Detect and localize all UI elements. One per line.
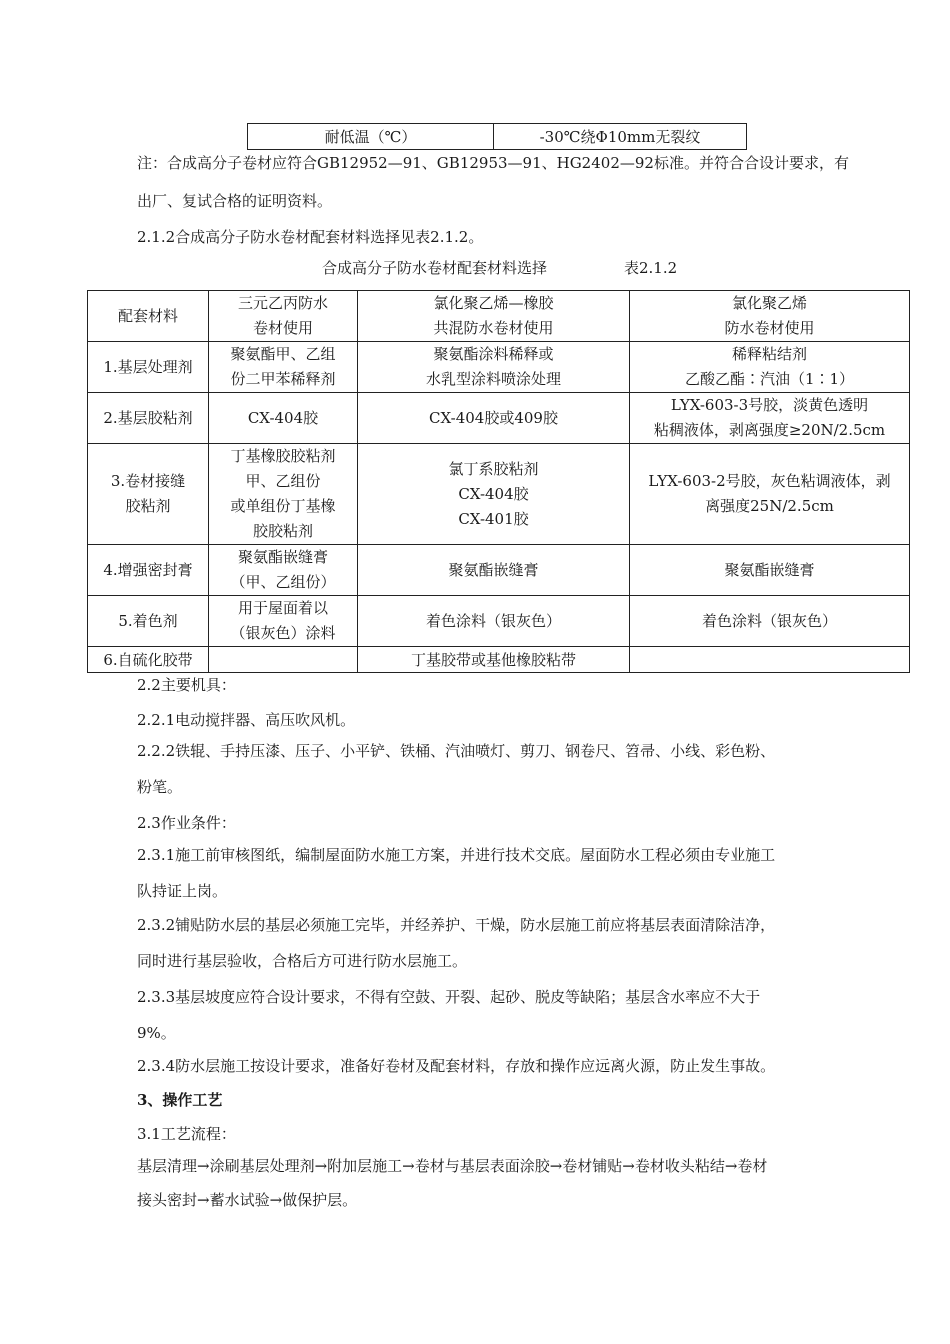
table-cell: 稀释粘结剂 乙酸乙酯∶汽油（1∶1） — [630, 342, 910, 393]
body-line: 2.3.1施工前审核图纸，编制屋面防水施工方案，并进行技术交底。屋面防水工程必须由专业施工 — [137, 846, 776, 864]
table-header-cell: 三元乙丙防水 卷材使用 — [209, 291, 358, 342]
low-temp-value: -30℃绕Φ10mm无裂纹 — [494, 124, 747, 150]
table-cell — [209, 647, 358, 673]
body-line: 队持证上岗。 — [137, 882, 228, 900]
table-caption: 合成高分子防水卷材配套材料选择 — [322, 259, 548, 277]
table-cell: 5.着色剂 — [88, 596, 209, 647]
table-cell: 4.增强密封膏 — [88, 545, 209, 596]
table-cell: 聚氨酯嵌缝膏 （甲、乙组份） — [209, 545, 358, 596]
table-row — [88, 545, 910, 596]
body-line: 基层清理→涂刷基层处理剂→附加层施工→卷材与基层表面涂胶→卷材铺贴→卷材收头粘结→卷材 — [137, 1157, 768, 1175]
table-cell: LYX-603-3号胶，淡黄色透明 粘稠液体，剥离强度≥20N/2.5cm — [630, 393, 910, 444]
body-line: 2.2主要机具： — [137, 676, 236, 694]
body-line: 2.3.3基层坡度应符合设计要求，不得有空鼓、开裂、起砂、脱皮等缺陷；基层含水率应不大于 — [137, 988, 761, 1006]
table-header-cell: 氯化聚乙烯 防水卷材使用 — [630, 291, 910, 342]
body-line: 2.3.2铺贴防水层的基层必须施工完毕，并经养护、干燥，防水层施工前应将基层表面清除洁净， — [137, 916, 776, 934]
table-cell: LYX-603-2号胶，灰色粘调液体，剥 离强度25N/2.5cm — [630, 444, 910, 545]
table-cell: 3.卷材接缝 胶粘剂 — [88, 444, 209, 545]
table-cell: 用于屋面着以 （银灰色）涂料 — [209, 596, 358, 647]
table-header-cell: 配套材料 — [88, 291, 209, 342]
table-cell: 2.基层胶粘剂 — [88, 393, 209, 444]
table-number: 表2.1.2 — [624, 259, 678, 277]
materials-table — [87, 290, 910, 673]
table-cell: 1.基层处理剂 — [88, 342, 209, 393]
table-cell: 聚氨酯嵌缝膏 — [630, 545, 910, 596]
table-cell: 聚氨酯涂料稀释或 水乳型涂料喷涂处理 — [358, 342, 630, 393]
note-line-2: 出厂、复试合格的证明资料。 — [137, 192, 333, 210]
low-temp-label: 耐低温（℃） — [248, 124, 494, 150]
body-line: 接头密封→蓄水试验→做保护层。 — [137, 1191, 358, 1209]
low-temp-table — [247, 123, 747, 150]
table-cell — [630, 647, 910, 673]
table-row — [88, 342, 910, 393]
paragraph-2-1-2: 2.1.2合成高分子防水卷材配套材料选择见表2.1.2。 — [137, 228, 484, 246]
table-cell: 聚氨酯甲、乙组 份二甲苯稀释剂 — [209, 342, 358, 393]
note-line-1: 注：合成高分子卷材应符合GB12952—91、GB12953—91、HG2402—92标准。并符合合设计要求，有 — [137, 154, 849, 172]
body-line: 2.3作业条件： — [137, 814, 236, 832]
body-line: 2.2.2铁辊、手持压漆、压子、小平铲、铁桶、汽油喷灯、剪刀、钢卷尺、笤帚、小线、彩色粉、 — [137, 742, 776, 760]
table-cell: 聚氨酯嵌缝膏 — [358, 545, 630, 596]
table-header-cell: 氯化聚乙烯—橡胶 共混防水卷材使用 — [358, 291, 630, 342]
table-header-row — [88, 291, 910, 342]
table-cell: 丁基胶带或基他橡胶粘带 — [358, 647, 630, 673]
table-cell: CX-404胶 — [209, 393, 358, 444]
table-cell: 丁基橡胶胶粘剂 甲、乙组份 或单组份丁基橡 胶胶粘剂 — [209, 444, 358, 545]
table-cell: CX-404胶或409胶 — [358, 393, 630, 444]
body-line: 2.3.4防水层施工按设计要求，准备好卷材及配套材料，存放和操作应远离火源，防止发生事故。 — [137, 1057, 776, 1075]
table-cell: 6.自硫化胶带 — [88, 647, 209, 673]
body-line: 3.1工艺流程： — [137, 1125, 236, 1143]
section-heading: 3、操作工艺 — [137, 1091, 223, 1109]
body-line: 同时进行基层验收，合格后方可进行防水层施工。 — [137, 952, 468, 970]
body-line: 粉笔。 — [137, 778, 183, 796]
table-cell: 着色涂料（银灰色） — [358, 596, 630, 647]
table-row — [88, 444, 910, 545]
body-line: 9%。 — [137, 1024, 176, 1042]
table-row — [88, 596, 910, 647]
table-row — [88, 647, 910, 673]
body-line: 2.2.1电动搅拌器、高压吹风机。 — [137, 711, 356, 729]
table-cell: 氯丁系胶粘剂 CX-404胶 CX-401胶 — [358, 444, 630, 545]
table-cell: 着色涂料（银灰色） — [630, 596, 910, 647]
table-row — [88, 393, 910, 444]
